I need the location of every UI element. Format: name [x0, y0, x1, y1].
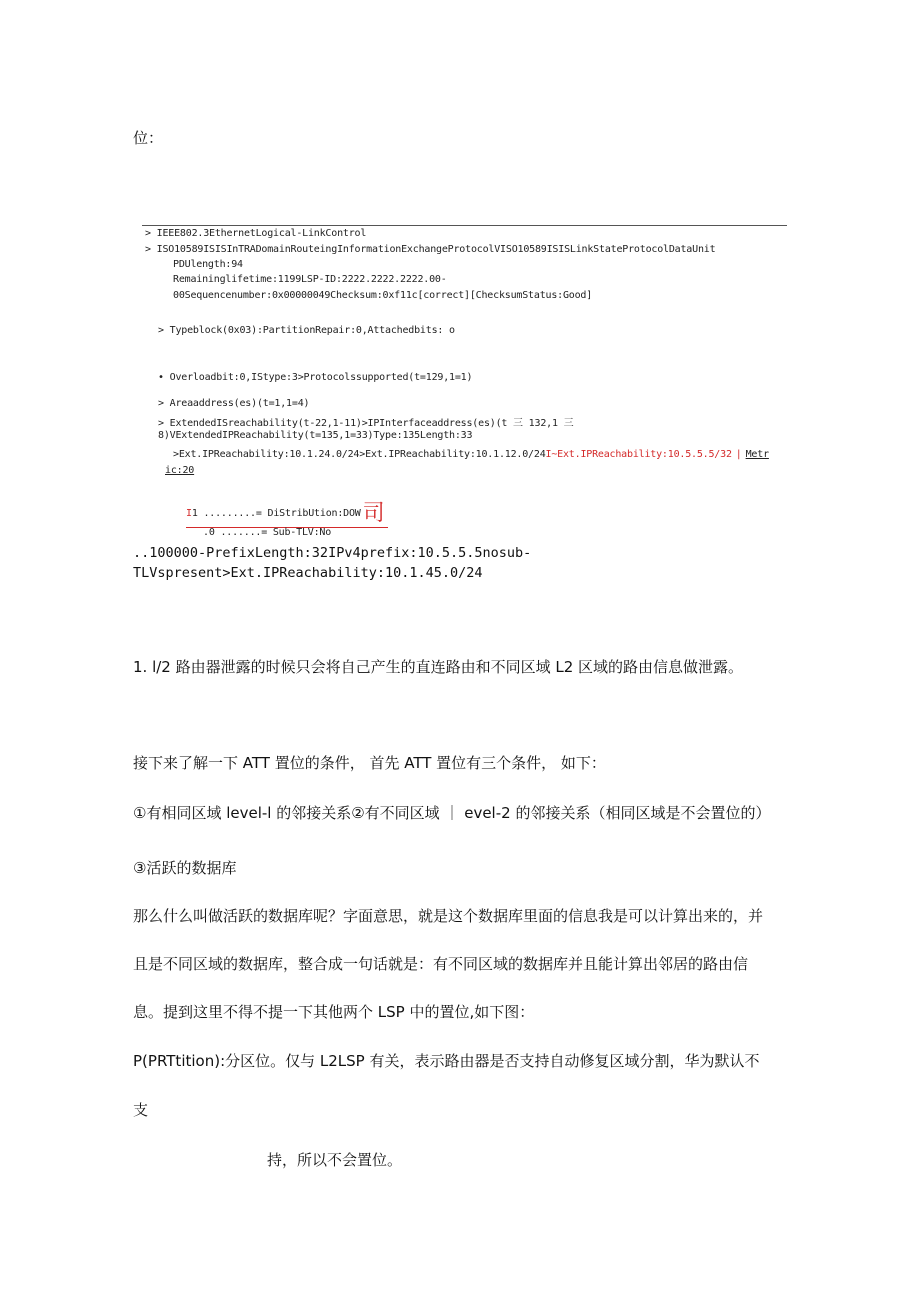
capture-segment: >Ext.IPReachability:10.1.24.0/24>Ext.IPReachability:10.1.12.0/24	[173, 449, 546, 460]
capture-line: ic:20	[165, 465, 195, 476]
paragraph: 持，所以不会置位。	[267, 1151, 403, 1169]
paragraph: ③活跃的数据库	[133, 859, 237, 877]
capture-highlight: I	[186, 508, 192, 519]
capture-line: > ISO10589ISISInTRADomainRouteingInformationExchangeProtocolVISO10589ISISLinkStateProtocolDataUnit	[145, 244, 716, 255]
capture-line: • Overloadbit:0,IStype:3>Protocolssupported(t=129,1=1)	[158, 372, 473, 383]
capture-line-large: TLVspresent>Ext.IPReachability:10.1.45.0/24	[133, 565, 483, 581]
divider	[142, 225, 787, 226]
capture-line-highlighted	[173, 449, 769, 460]
red-underline-box	[186, 496, 388, 528]
capture-line: 00Sequencenumber:0x00000049Checksum:0xf11c[correct][ChecksumStatus:Good]	[173, 290, 593, 301]
paragraph: 那么什么叫做活跃的数据库呢？字面意思，就是这个数据库里面的信息我是可以计算出来的，并	[133, 907, 764, 925]
paragraph: 且是不同区域的数据库，整合成一句话就是：有不同区域的数据库并且能计算出邻居的路由信	[133, 955, 749, 973]
capture-line: PDUlength:94	[173, 259, 243, 270]
paragraph: ①有相同区域 level-l 的邻接关系②有不同区域 ｜ evel-2 的邻接关系（相同区域是不会置位的）	[133, 804, 771, 822]
paragraph: 支	[133, 1101, 149, 1119]
paragraph: 接下来了解一下 ATT 置位的条件， 首先 ATT 置位有三个条件， 如下：	[133, 754, 606, 772]
capture-line: > IEEE802.3EthernetLogical-LinkControl	[145, 228, 367, 239]
capture-line: Remaininglifetime:1199LSP-ID:2222.2222.2222.00-	[173, 274, 447, 285]
capture-segment: 1 .........= DiStribUtion:DOW	[191, 508, 361, 519]
capture-line: > Typeblock(0x03):PartitionRepair:0,Attachedbits: o	[158, 325, 455, 336]
page-heading: 位：	[133, 129, 164, 147]
capture-line: 8)VExtendedIPReachability(t=135,1=33)Type:135Length:33	[158, 430, 473, 441]
capture-highlight: I~Ext.IPReachability:10.5.5.5/32	[545, 449, 732, 460]
capture-line: > Areaaddress(es)(t=1,1=4)	[158, 398, 310, 409]
capture-line-boxed	[186, 496, 388, 528]
capture-segment: Metr	[745, 449, 769, 460]
paragraph: 1. l/2 路由器泄露的时候只会将自己产生的直连路由和不同区域 L2 区域的路由信息做泄露。	[133, 658, 744, 676]
capture-line-large: ..100000-PrefixLength:32IPv4prefix:10.5.5.5nosub-	[133, 545, 532, 561]
capture-line: .0 .......= Sub-TLV:No	[203, 527, 332, 538]
capture-separator: |	[735, 449, 742, 460]
paragraph: 息。提到这里不得不提一下其他两个 LSP 中的置位,如下图：	[133, 1003, 535, 1021]
paragraph: P(PRTtition):分区位。仅与 L2LSP 有关，表示路由器是否支持自动修复区域分割，华为默认不	[133, 1052, 760, 1070]
capture-line: > ExtendedISreachability(t-22,1-11)>IPInterfaceaddress(es)(t 三 132,1 三	[158, 418, 574, 429]
red-glyph: 司	[362, 501, 385, 526]
